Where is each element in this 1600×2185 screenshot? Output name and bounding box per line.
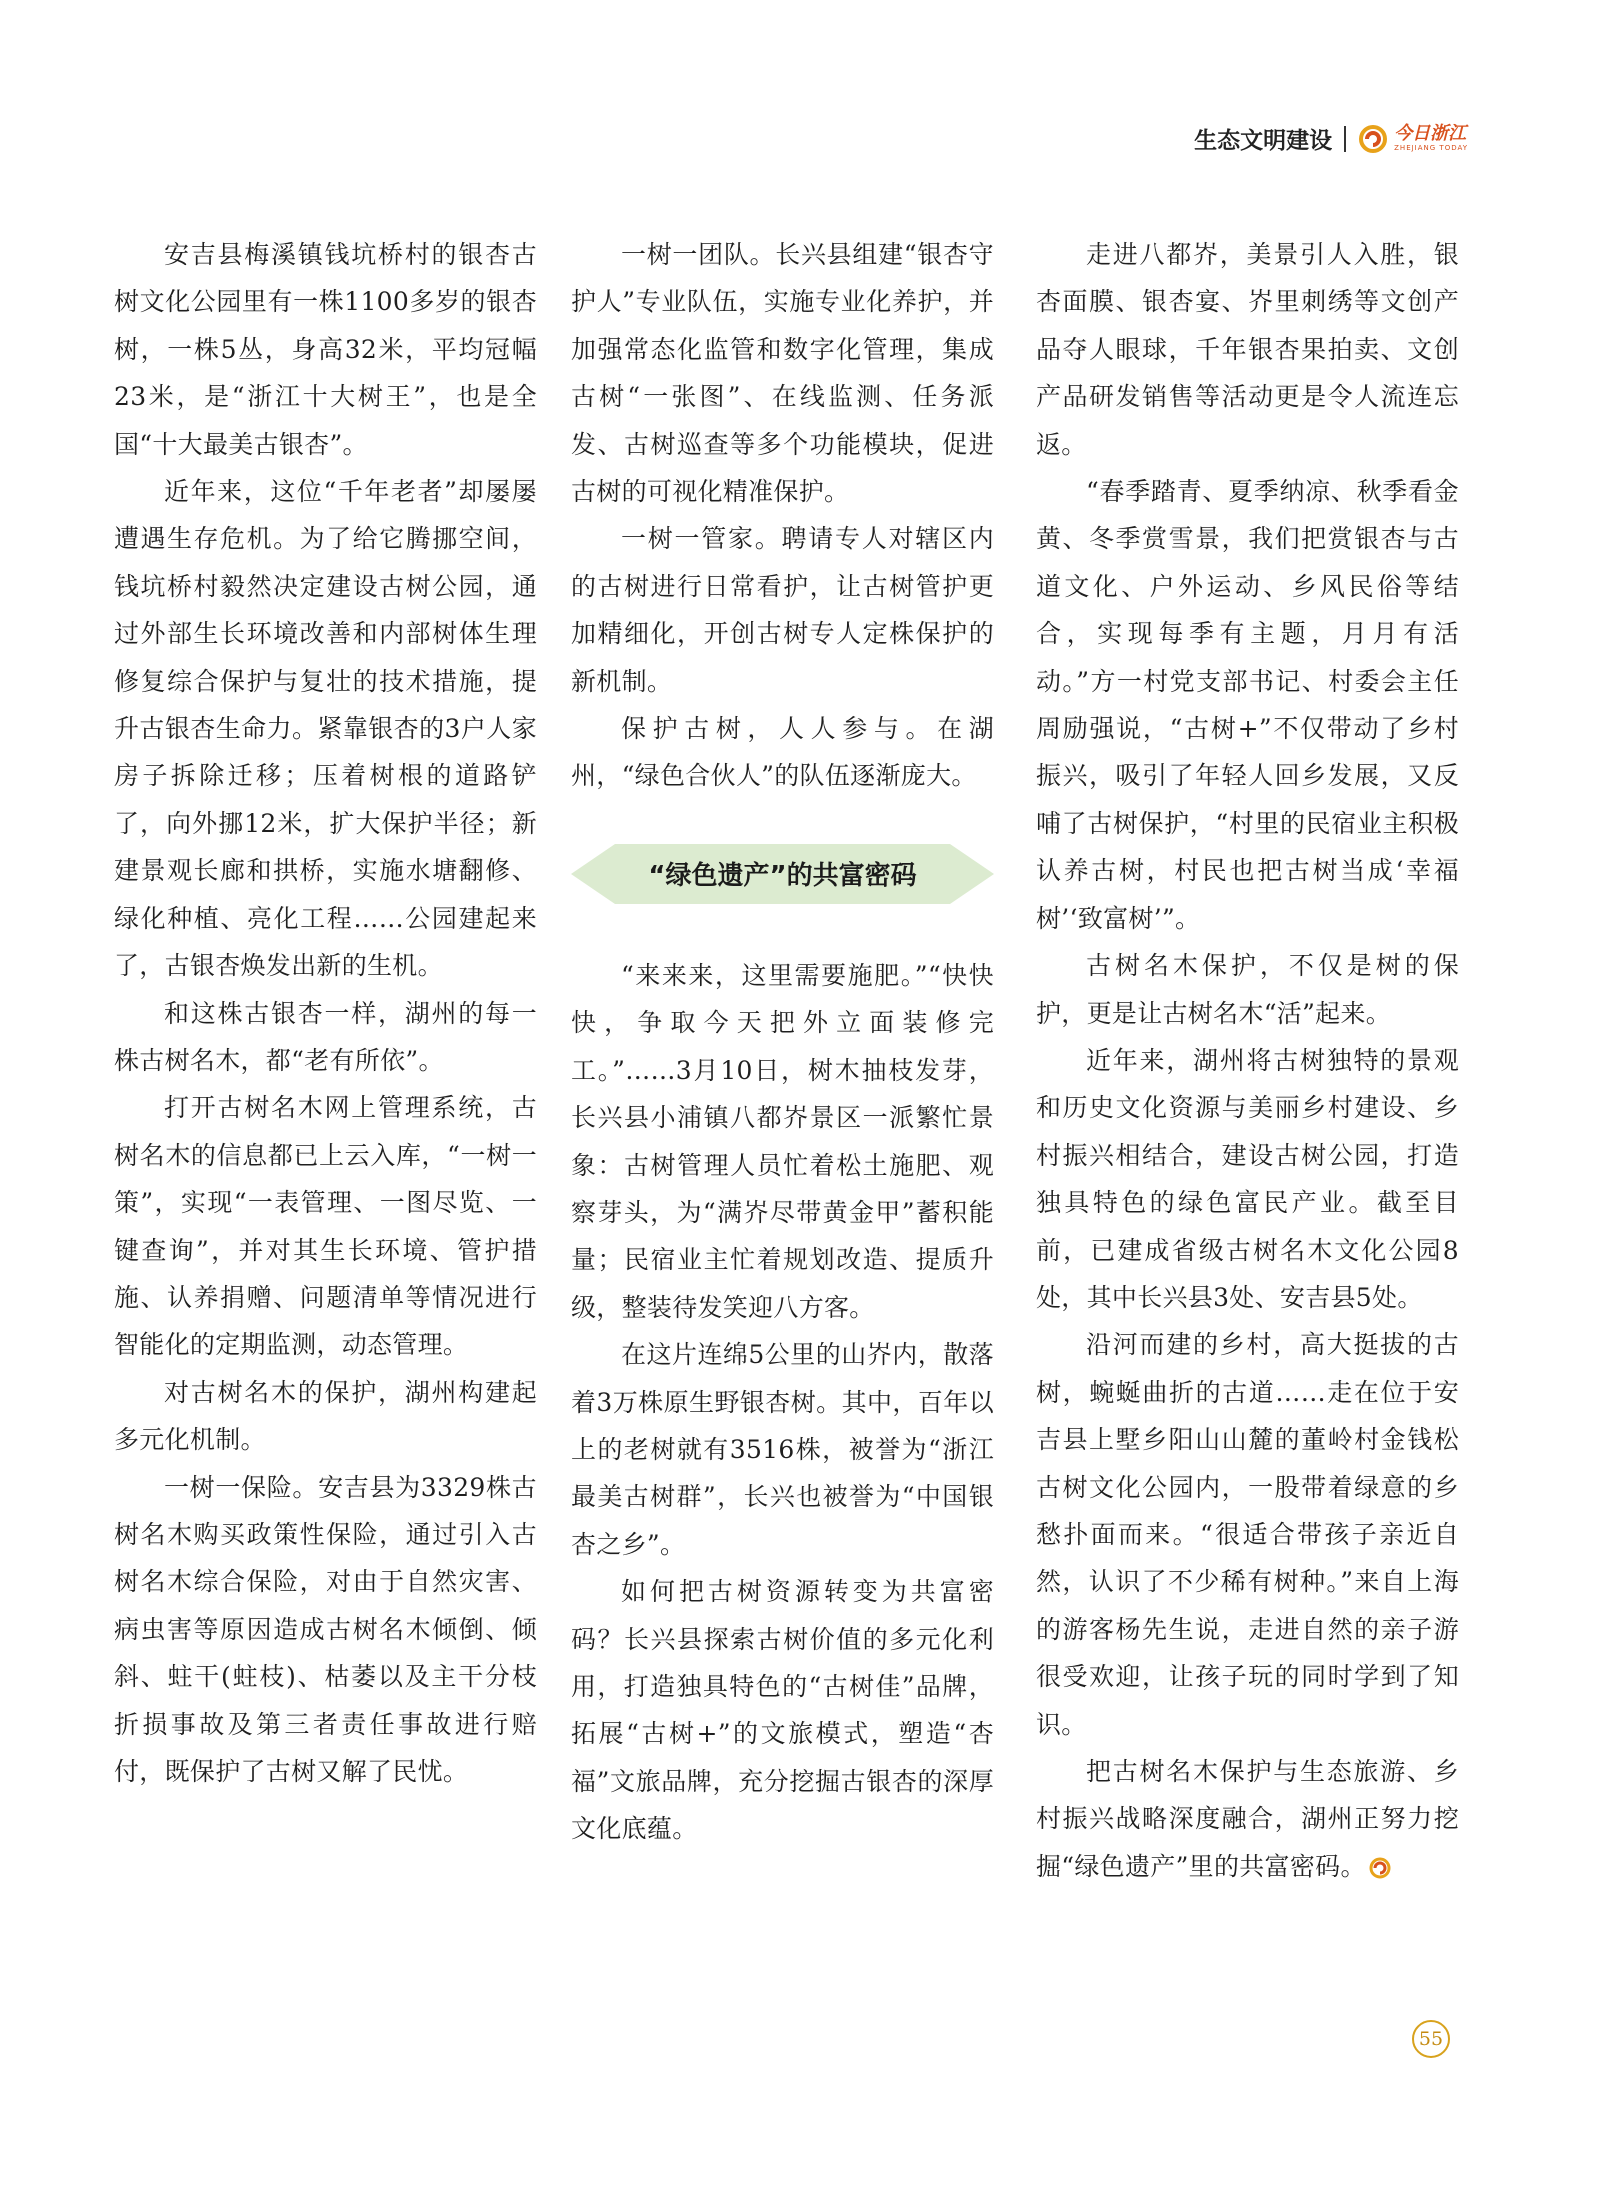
page-number: 55 <box>1412 2020 1450 2058</box>
paragraph: 一树一保险。安吉县为3329株古树名木购买政策性保险，通过引入古树名木综合保险，对由于自然灾害、病虫害等原因造成古树名木倾倒、倾斜、蛀干(蛀枝)、枯萎以及主干分枝折损事故及第三者责任事故进行赔付，既保护了古树又解了民忧。 <box>114 1472 537 1786</box>
paragraph: 近年来，这位“千年老者”却屡屡遭遇生存危机。为了给它腾挪空间，钱坑桥村毅然决定建设古树公园，通过外部生长环境改善和内部树体生理修复综合保护与复壮的技术措施，提升古银杏生命力。紧靠银杏的3户人家房子拆除迁移；压着树根的道路铲了，向外挪12米，扩大保护半径；新建景观长廊和拱桥，实施水塘翻修、绿化种植、亮化工程……公园建起来了，古银杏焕发出新的生机。 <box>114 477 537 981</box>
column-3 <box>1036 231 1459 1890</box>
paragraph: “春季踏青、夏季纳凉、秋季看金黄、冬季赏雪景，我们把赏银杏与古道文化、户外运动、乡风民俗等结合，实现每季有主题，月月有活动。”方一村党支部书记、村委会主任周励强说，“古树+”不仅带动了乡村振兴，吸引了年轻人回乡发展，又反哺了古树保护，“村里的民宿业主积极认养古树，村民也把古树当成‘幸福树’‘致富树’”。 <box>1036 477 1459 933</box>
section-heading: “绿色遗产”的共富密码 <box>648 861 917 892</box>
page-header <box>1194 122 1468 155</box>
paragraph: 一树一团队。长兴县组建“银杏守护人”专业队伍，实施专业化养护，并加强常态化监管和数字化管理，集成古树“一张图”、在线监测、任务派发、古树巡查等多个功能模块，促进古树的可视化精准保护。 <box>571 240 994 507</box>
paragraph: 安吉县梅溪镇钱坑桥村的银杏古树文化公园里有一株1100多岁的银杏树，一株5丛，身高32米，平均冠幅23米，是“浙江十大树王”，也是全国“十大最美古银杏”。 <box>114 240 537 459</box>
header-divider <box>1344 126 1346 152</box>
paragraph: 如何把古树资源转变为共富密码？长兴县探索古树价值的多元化利用，打造独具特色的“古树佳”品牌，拓展“古树+”的文旅模式，塑造“杏福”文旅品牌，充分挖掘古银杏的深厚文化底蕴。 <box>571 1577 994 1844</box>
logo-chinese-name: 今日浙江 <box>1394 123 1467 144</box>
paragraph: 对古树名木的保护，湖州构建起多元化机制。 <box>114 1377 537 1455</box>
paragraph: 保护古树，人人参与。在湖州，“绿色合伙人”的队伍逐渐庞大。 <box>571 714 994 791</box>
paragraph: 打开古树名木网上管理系统，古树名木的信息都已上云入库，“一树一策”，实现“一表管理、一图尽览、一键查询”，并对其生长环境、管护措施、认养捐赠、问题清单等情况进行智能化的定期监测，动态管理。 <box>114 1093 537 1360</box>
magazine-logo <box>1358 124 1468 154</box>
paragraph: 古树名木保护，不仅是树的保护，更是让古树名木“活”起来。 <box>1036 951 1459 1028</box>
paragraph: 沿河而建的乡村，高大挺拔的古树，蜿蜒曲折的古道……走在位于安吉县上墅乡阳山山麓的董岭村金钱松古树文化公园内，一股带着绿意的乡愁扑面而来。“很适合带孩子亲近自然，认识了不少稀有树种。”来自上海的游客杨先生说，走进自然的亲子游很受欢迎，让孩子玩的同时学到了知识。 <box>1036 1330 1459 1739</box>
paragraph: 近年来，湖州将古树独特的景观和历史文化资源与美丽乡村建设、乡村振兴相结合，建设古树公园，打造独具特色的绿色富民产业。截至目前，已建成省级古树名木文化公园8处，其中长兴县3处、安吉县5处。 <box>1036 1045 1459 1312</box>
paragraph: 在这片连绵5公里的山岕内，散落着3万株原生野银杏树。其中，百年以上的老树就有3516株，被誉为“浙江最美古树群”，长兴也被誉为“中国银杏之乡”。 <box>571 1340 994 1559</box>
paragraph: 走进八都岕，美景引人入胜，银杏面膜、银杏宴、岕里刺绣等文创产品夺人眼球，千年银杏果拍卖、文创产品研发销售等活动更是令人流连忘返。 <box>1036 240 1459 459</box>
column-2 <box>571 231 994 1853</box>
logo-english-name: ZHEJIANG TODAY <box>1394 144 1468 152</box>
logo-swirl-icon <box>1358 124 1388 154</box>
paragraph: 一树一管家。聘请专人对辖区内的古树进行日常看护，让古树管护更加精细化，开创古树专人定株保护的新机制。 <box>571 524 994 696</box>
paragraph: “来来来，这里需要施肥。”“快快快，争取今天把外立面装修完工。”……3月10日，树木抽枝发芽，长兴县小浦镇八都岕景区一派繁忙景象：古树管理人员忙着松土施肥、观察芽头，为“满岕尽带黄金甲”蓄积能量；民宿业主忙着规划改造、提质升级，整装待发笑迎八方客。 <box>571 960 994 1322</box>
closing-text: 把古树名木保护与生态旅游、乡村振兴战略深度融合，湖州正努力挖掘“绿色遗产”里的共富密码。 <box>1036 1757 1459 1881</box>
article-end-logo-icon <box>1368 1856 1392 1880</box>
paragraph <box>1036 1748 1459 1890</box>
paragraph: 和这株古银杏一样，湖州的每一株古树名木，都“老有所依”。 <box>114 998 537 1075</box>
section-heading-banner <box>571 844 994 904</box>
section-title: 生态文明建设 <box>1194 128 1333 154</box>
column-1 <box>114 231 537 1795</box>
